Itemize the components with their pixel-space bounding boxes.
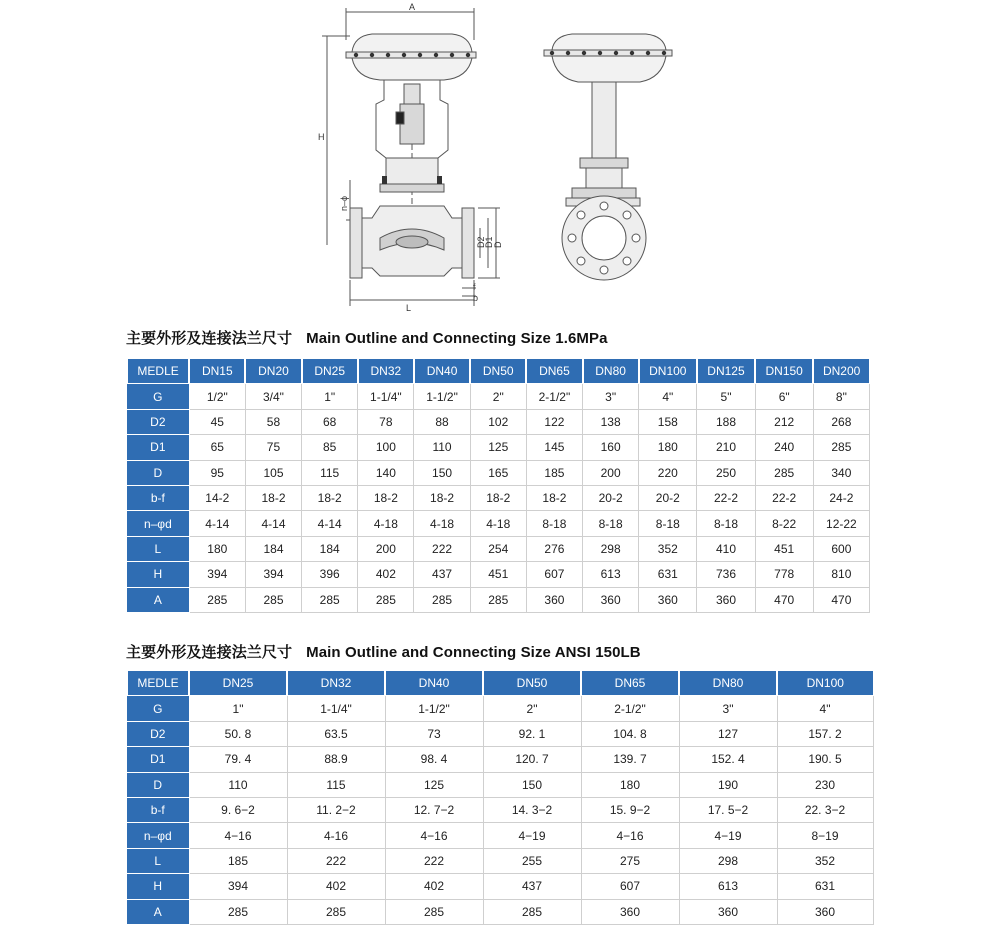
header-cell-medle: MEDLE: [127, 671, 189, 696]
table-cell: 631: [639, 562, 697, 587]
table-cell: 4-14: [302, 511, 358, 536]
table-cell: 298: [583, 536, 639, 561]
table-cell: 184: [245, 536, 301, 561]
table-cell: 778: [755, 562, 813, 587]
table-cell: 1": [189, 696, 287, 721]
header-cell-size: DN40: [414, 359, 470, 384]
table-cell: 631: [777, 874, 873, 899]
table-cell: 285: [414, 587, 470, 612]
table-cell: 5": [697, 384, 755, 409]
table-cell: 285: [287, 899, 385, 924]
table-cell: 68: [302, 409, 358, 434]
table-cell: 2-1/2": [526, 384, 582, 409]
table-cell: 222: [385, 848, 483, 873]
table-cell: 9. 6−2: [189, 797, 287, 822]
table-cell: 1": [302, 384, 358, 409]
table-cell: 360: [581, 899, 679, 924]
valve-outline-drawing: [310, 0, 690, 315]
header-cell-size: DN65: [526, 359, 582, 384]
row-label: b-f: [127, 485, 189, 510]
table-cell: 18-2: [245, 485, 301, 510]
section-title-cn: 主要外形及连接法兰尺寸: [126, 644, 293, 661]
table-cell: 14. 3−2: [483, 797, 581, 822]
table-row: [127, 772, 873, 797]
table-cell: 185: [189, 848, 287, 873]
table-cell: 254: [470, 536, 526, 561]
table-cell: 158: [639, 409, 697, 434]
table-cell: 165: [470, 460, 526, 485]
table-cell: 11. 2−2: [287, 797, 385, 822]
row-label: G: [127, 384, 189, 409]
header-cell-size: DN32: [358, 359, 414, 384]
header-cell-size: DN25: [302, 359, 358, 384]
table-cell: 4-16: [287, 823, 385, 848]
table-cell: 4−16: [385, 823, 483, 848]
table-cell: 85: [302, 435, 358, 460]
table-cell: 470: [755, 587, 813, 612]
header-cell-size: DN50: [470, 359, 526, 384]
row-label: D: [127, 460, 189, 485]
table-cell: 736: [697, 562, 755, 587]
spec-table-1-6mpa: [126, 358, 870, 613]
row-label: n–φd: [127, 823, 189, 848]
table-cell: 190. 5: [777, 747, 873, 772]
table-cell: 1/2": [189, 384, 245, 409]
table-cell: 285: [245, 587, 301, 612]
table-cell: 600: [813, 536, 869, 561]
table-row: [127, 874, 873, 899]
table-cell: 14-2: [189, 485, 245, 510]
table-cell: 8−19: [777, 823, 873, 848]
table-cell: 352: [777, 848, 873, 873]
table-cell: 12. 7−2: [385, 797, 483, 822]
label-dim-n-phi: n–ϕ: [339, 195, 349, 211]
header-cell-size: DN50: [483, 671, 581, 696]
table-cell: 451: [755, 536, 813, 561]
table-row: [127, 899, 873, 924]
table-cell: 102: [470, 409, 526, 434]
table-cell: 78: [358, 409, 414, 434]
table-cell: 285: [189, 587, 245, 612]
table-cell: 607: [581, 874, 679, 899]
table-cell: 185: [526, 460, 582, 485]
table-cell: 298: [679, 848, 777, 873]
table-cell: 4−16: [581, 823, 679, 848]
header-cell-size: DN15: [189, 359, 245, 384]
table-cell: 50. 8: [189, 721, 287, 746]
table-cell: 125: [470, 435, 526, 460]
table-cell: 4−19: [679, 823, 777, 848]
header-cell-size: DN40: [385, 671, 483, 696]
table-cell: 4-18: [470, 511, 526, 536]
table-cell: 8-18: [697, 511, 755, 536]
table-cell: 222: [287, 848, 385, 873]
table-cell: 8-18: [639, 511, 697, 536]
table-cell: 340: [813, 460, 869, 485]
table-cell: 200: [358, 536, 414, 561]
table-cell: 4-14: [189, 511, 245, 536]
table-cell: 95: [189, 460, 245, 485]
table-row: [127, 747, 873, 772]
table-row: [127, 409, 870, 434]
table-cell: 394: [245, 562, 301, 587]
table-cell: 4−19: [483, 823, 581, 848]
header-cell-size: DN150: [755, 359, 813, 384]
table-cell: 2-1/2": [581, 696, 679, 721]
table-cell: 15. 9−2: [581, 797, 679, 822]
table-cell: 4-18: [358, 511, 414, 536]
table-cell: 115: [302, 460, 358, 485]
table-cell: 8": [813, 384, 869, 409]
table-cell: 188: [697, 409, 755, 434]
row-label: H: [127, 874, 189, 899]
row-label: b-f: [127, 797, 189, 822]
table-cell: 22-2: [755, 485, 813, 510]
spec-table-ansi-150lb: [126, 670, 874, 925]
table-cell: 394: [189, 874, 287, 899]
table-cell: 140: [358, 460, 414, 485]
table-cell: 352: [639, 536, 697, 561]
table-cell: 127: [679, 721, 777, 746]
table-row: [127, 587, 870, 612]
table-row: [127, 435, 870, 460]
header-cell-medle: MEDLE: [127, 359, 189, 384]
table-cell: 18-2: [414, 485, 470, 510]
section-title-ansi: [126, 641, 641, 662]
table-cell: 396: [302, 562, 358, 587]
table-cell: 150: [483, 772, 581, 797]
table-cell: 79. 4: [189, 747, 287, 772]
table-row: [127, 511, 870, 536]
table-cell: 18-2: [470, 485, 526, 510]
table-cell: 110: [189, 772, 287, 797]
table-cell: 98. 4: [385, 747, 483, 772]
section-title-en: Main Outline and Connecting Size 1.6MPa: [306, 330, 608, 347]
table-cell: 8-18: [526, 511, 582, 536]
table-cell: 152. 4: [679, 747, 777, 772]
header-cell-size: DN80: [679, 671, 777, 696]
row-label: L: [127, 848, 189, 873]
actuator-top: [352, 34, 472, 52]
table-row: [127, 485, 870, 510]
actuator-side-top: [552, 34, 666, 50]
header-cell-size: DN32: [287, 671, 385, 696]
table-row: [127, 384, 870, 409]
label-dim-d1: D1: [484, 236, 494, 248]
table-cell: 75: [245, 435, 301, 460]
table-cell: 255: [483, 848, 581, 873]
table-row: [127, 848, 873, 873]
row-label: D1: [127, 747, 189, 772]
table-cell: 18-2: [302, 485, 358, 510]
table-cell: 17. 5−2: [679, 797, 777, 822]
table-cell: 360: [583, 587, 639, 612]
table-row: [127, 797, 873, 822]
table-header-row: [127, 671, 873, 696]
table-cell: 8-22: [755, 511, 813, 536]
table-cell: 360: [777, 899, 873, 924]
table-cell: 58: [245, 409, 301, 434]
table-cell: 285: [483, 899, 581, 924]
table-cell: 360: [679, 899, 777, 924]
table-header-row: [127, 359, 870, 384]
row-label: A: [127, 899, 189, 924]
section-title-cn: 主要外形及连接法兰尺寸: [126, 330, 293, 347]
section-title-en: Main Outline and Connecting Size ANSI 150LB: [306, 644, 641, 661]
row-label: H: [127, 562, 189, 587]
row-label: n–φd: [127, 511, 189, 536]
table-cell: 120. 7: [483, 747, 581, 772]
header-cell-size: DN80: [583, 359, 639, 384]
table-cell: 92. 1: [483, 721, 581, 746]
table-cell: 268: [813, 409, 869, 434]
table-cell: 613: [583, 562, 639, 587]
table-cell: 150: [414, 460, 470, 485]
table-cell: 212: [755, 409, 813, 434]
table-row: [127, 823, 873, 848]
table-cell: 24-2: [813, 485, 869, 510]
table-cell: 200: [583, 460, 639, 485]
table-cell: 190: [679, 772, 777, 797]
header-cell-size: DN25: [189, 671, 287, 696]
row-label: A: [127, 587, 189, 612]
table-cell: 115: [287, 772, 385, 797]
header-cell-size: DN125: [697, 359, 755, 384]
table-cell: 3": [583, 384, 639, 409]
table-cell: 12-22: [813, 511, 869, 536]
table-cell: 360: [639, 587, 697, 612]
table-cell: 180: [189, 536, 245, 561]
table-cell: 285: [385, 899, 483, 924]
table-cell: 160: [583, 435, 639, 460]
table-cell: 100: [358, 435, 414, 460]
table-row: [127, 536, 870, 561]
table-cell: 607: [526, 562, 582, 587]
table-cell: 285: [470, 587, 526, 612]
table-cell: 470: [813, 587, 869, 612]
table-cell: 6": [755, 384, 813, 409]
table-cell: 360: [697, 587, 755, 612]
table-cell: 4-14: [245, 511, 301, 536]
table-cell: 125: [385, 772, 483, 797]
table-cell: 250: [697, 460, 755, 485]
table-cell: 138: [583, 409, 639, 434]
table-cell: 18-2: [358, 485, 414, 510]
table-cell: 402: [358, 562, 414, 587]
table-cell: 4": [639, 384, 697, 409]
section-title-1-6mpa: [126, 327, 608, 348]
table-cell: 104. 8: [581, 721, 679, 746]
table-cell: 240: [755, 435, 813, 460]
table-cell: 65: [189, 435, 245, 460]
table-cell: 1-1/2": [385, 696, 483, 721]
label-dim-f: f: [473, 282, 476, 292]
table-cell: 451: [470, 562, 526, 587]
table-cell: 285: [755, 460, 813, 485]
table-cell: 3/4": [245, 384, 301, 409]
table-cell: 220: [639, 460, 697, 485]
table-cell: 222: [414, 536, 470, 561]
table-cell: 88: [414, 409, 470, 434]
table-cell: 22-2: [697, 485, 755, 510]
table-cell: 18-2: [526, 485, 582, 510]
table-cell: 1-1/4": [287, 696, 385, 721]
table-cell: 394: [189, 562, 245, 587]
row-label: D: [127, 772, 189, 797]
table-cell: 20-2: [583, 485, 639, 510]
table-cell: 402: [385, 874, 483, 899]
header-cell-size: DN200: [813, 359, 869, 384]
row-label: D1: [127, 435, 189, 460]
label-dim-b: b: [473, 293, 479, 303]
table-cell: 810: [813, 562, 869, 587]
header-cell-size: DN100: [639, 359, 697, 384]
row-label: G: [127, 696, 189, 721]
table-cell: 2": [483, 696, 581, 721]
table-cell: 88.9: [287, 747, 385, 772]
table-cell: 45: [189, 409, 245, 434]
table-cell: 145: [526, 435, 582, 460]
table-cell: 285: [358, 587, 414, 612]
table-cell: 22. 3−2: [777, 797, 873, 822]
table-cell: 360: [526, 587, 582, 612]
table-cell: 275: [581, 848, 679, 873]
table-cell: 613: [679, 874, 777, 899]
header-cell-size: DN65: [581, 671, 679, 696]
table-cell: 437: [414, 562, 470, 587]
row-label: D2: [127, 721, 189, 746]
table-row: [127, 562, 870, 587]
table-cell: 63.5: [287, 721, 385, 746]
table-cell: 180: [581, 772, 679, 797]
table-cell: 180: [639, 435, 697, 460]
table-cell: 4-18: [414, 511, 470, 536]
header-cell-size: DN100: [777, 671, 873, 696]
table-cell: 157. 2: [777, 721, 873, 746]
table-cell: 3": [679, 696, 777, 721]
table-cell: 184: [302, 536, 358, 561]
table-cell: 1-1/2": [414, 384, 470, 409]
table-row: [127, 696, 873, 721]
table-cell: 122: [526, 409, 582, 434]
table-cell: 20-2: [639, 485, 697, 510]
table-cell: 110: [414, 435, 470, 460]
table-cell: 4": [777, 696, 873, 721]
row-label: D2: [127, 409, 189, 434]
table-cell: 230: [777, 772, 873, 797]
table-cell: 285: [813, 435, 869, 460]
table-cell: 4−16: [189, 823, 287, 848]
table-cell: 285: [189, 899, 287, 924]
table-cell: 410: [697, 536, 755, 561]
table-cell: 285: [302, 587, 358, 612]
table-cell: 402: [287, 874, 385, 899]
table-cell: 139. 7: [581, 747, 679, 772]
label-dim-a: A: [409, 2, 416, 12]
label-dim-l: L: [406, 303, 412, 313]
table-cell: 276: [526, 536, 582, 561]
table-cell: 1-1/4": [358, 384, 414, 409]
table-cell: 437: [483, 874, 581, 899]
row-label: L: [127, 536, 189, 561]
label-dim-d: D: [493, 241, 503, 248]
table-cell: 210: [697, 435, 755, 460]
table-cell: 105: [245, 460, 301, 485]
label-dim-h: H: [318, 132, 325, 142]
header-cell-size: DN20: [245, 359, 301, 384]
table-cell: 73: [385, 721, 483, 746]
table-cell: 2": [470, 384, 526, 409]
table-cell: 8-18: [583, 511, 639, 536]
label-dim-d2: D2: [476, 236, 486, 248]
table-row: [127, 460, 870, 485]
table-row: [127, 721, 873, 746]
